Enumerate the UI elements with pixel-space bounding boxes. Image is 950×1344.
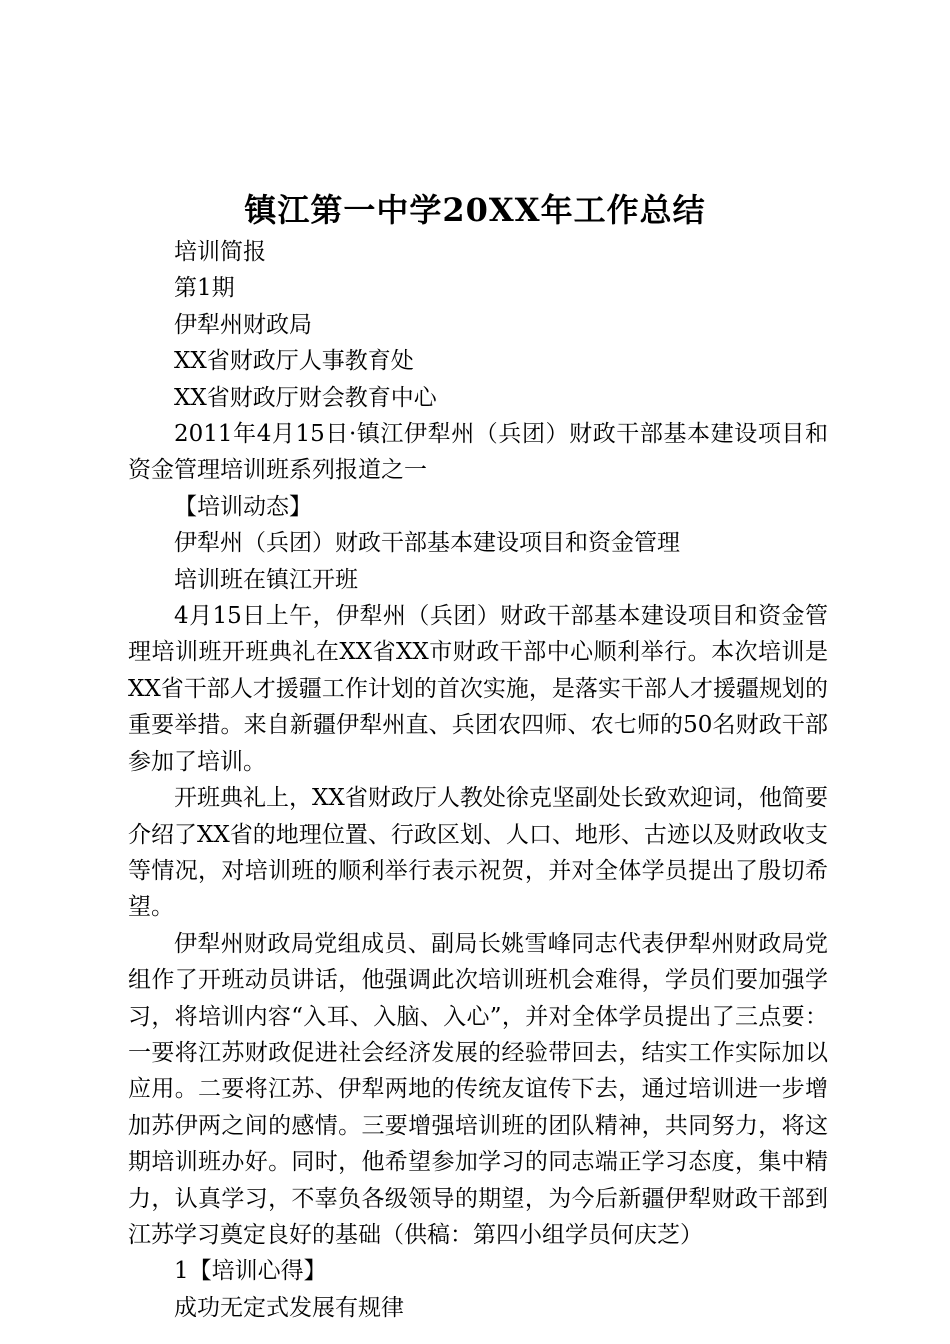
paragraph: 1【培训心得】 [174,1258,327,1285]
paragraph: 培训班在镇江开班 [174,566,358,593]
paragraph: XX省财政厅人事教育处 [174,348,414,375]
paragraph: 伊犁州财政局党组成员、副局长姚雪峰同志代表伊犁州财政局党组作了开班动员讲话，他强调此次培训班机会难得，学员们要加强学习，将培训内容“入耳、入脑、入心”，并对全体学员提出了三点要：一要将江苏财政促进社会经济发展的经验带回去，结实工作实际加以应用。二要将江苏、伊犁两地的传统友谊传下去，通过培训进一步增加苏伊两之间的感情。三要增强培训班的团队精神，共同努力，将这期培训班办好。同时，他希望参加学习的同志端正学习态度，集中精力，认真学习，不辜负各级领导的期望，为今后新疆伊犁财政干部到江苏学习奠定良好的基础（供稿：第四小组学员何庆芝） [128,930,828,1248]
document-body [128,234,828,1326]
document-title: 镇江第一中学20XX年工作总结 [244,191,706,229]
paragraph: 【培训动态】 [174,493,312,520]
paragraph: 开班典礼上，XX省财政厅人教处徐克坚副处长致欢迎词，他简要介绍了XX省的地理位置、行政区划、人口、地形、古迹以及财政收支等情况，对培训班的顺利举行表示祝贺，并对全体学员提出了殷切希望。 [128,785,828,921]
paragraph: 4月15日上午，伊犁州（兵团）财政干部基本建设项目和资金管理培训班开班典礼在XX省XX市财政干部中心顺利举行。本次培训是XX省干部人才援疆工作计划的首次实施，是落实干部人才援疆规划的重要举措。来自新疆伊犁州直、兵团农四师、农七师的50名财政干部参加了培训。 [128,603,828,775]
paragraph: 伊犁州财政局 [174,311,312,338]
paragraph: 第1期 [174,275,235,302]
paragraph: 2011年4月15日·镇江伊犁州（兵团）财政干部基本建设项目和资金管理培训班系列报道之一 [128,421,828,484]
paragraph: 培训简报 [174,239,266,265]
paragraph: XX省财政厅财会教育中心 [174,384,437,411]
paragraph: 成功无定式发展有规律 [174,1294,404,1321]
paragraph: 伊犁州（兵团）财政干部基本建设项目和资金管理 [174,530,680,557]
